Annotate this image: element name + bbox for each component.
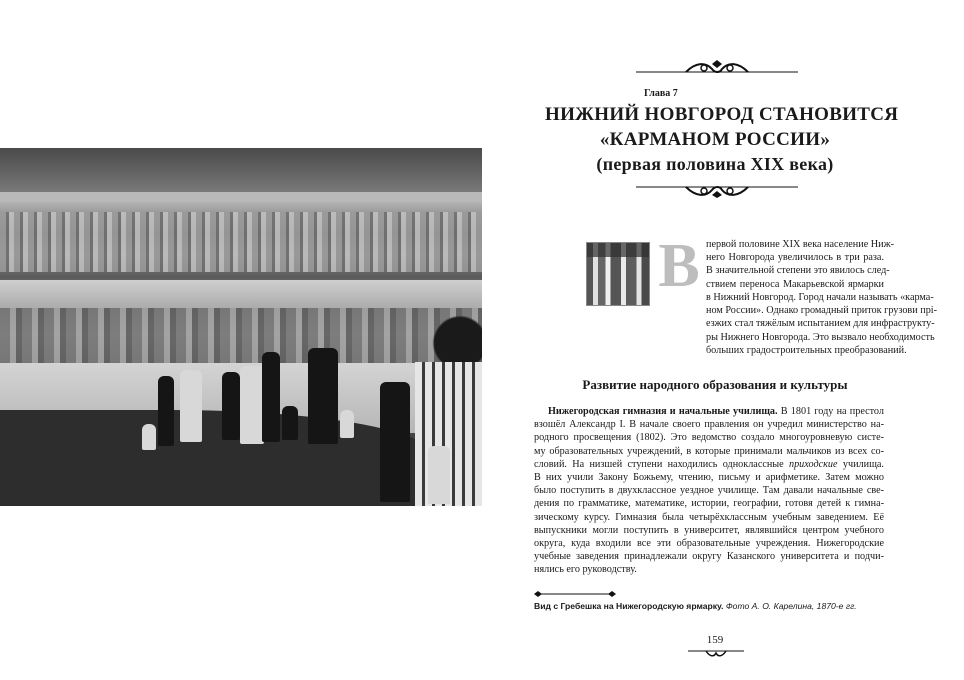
intro-paragraph (706, 238, 895, 291)
italic-term: приходские (788, 458, 838, 470)
chapter-title-line: НИЖНИЙ НОВГОРОД СТАНОВИТСЯ (545, 104, 899, 125)
chapter-subtitle: (первая половина XIX века) (596, 154, 834, 174)
photo-figure (262, 352, 280, 442)
caption-title: Вид с Гребешка на Нижегородскую ярмарку. (534, 601, 724, 611)
photo-figure (282, 406, 298, 440)
chapter-title-line: «КАРМАНОМ РОССИИ» (599, 129, 831, 150)
photo-horizon (0, 192, 482, 202)
text-line (534, 405, 884, 418)
photo-town (0, 308, 482, 368)
photo-figure (222, 372, 240, 440)
top-ornament-icon (636, 60, 798, 76)
text-line (534, 458, 884, 471)
text-line: взошёл Александр I. В начале своего правления он учредил министерство на- (534, 419, 884, 431)
photo-figure (240, 366, 264, 444)
text-line: родного просвещения (1802). Это ведомство создало многоуровневую систе- (534, 432, 884, 444)
text-line: му образовательных учреждений, в которые принимали мальчиков из всех со- (534, 445, 884, 457)
text-line: округа, куда входили все эти образовательные учреждения. Нижегородские (534, 538, 884, 550)
photo-figure (308, 348, 338, 444)
text-line: дения по грамматике, математике, истории, географии, готовя детей к гимна- (534, 498, 884, 510)
text-line: нялись его руководству. (534, 564, 637, 576)
photo-figure (180, 370, 202, 442)
text-line: первой половине XIX века население Ниж- (706, 239, 895, 250)
text-line: ном России». Однако громадный приток грузови прi- (706, 305, 938, 317)
photo-figure (142, 424, 156, 450)
caption-divider-icon (534, 590, 616, 598)
body-paragraph (534, 405, 884, 577)
text-line: В них учили Закону Божьему, чтению, письму и арифметике. Затем можно (534, 472, 884, 484)
photo-river (0, 280, 482, 310)
photo-figure (340, 410, 354, 438)
text-line: него Новгорода увеличилось в три раза. (706, 252, 884, 264)
text-run: училища. (837, 458, 884, 470)
text-line: больших градостроительных преобразований. (706, 344, 907, 356)
lead-heading: Нижегородская гимназия и начальные училища. (548, 406, 778, 417)
caption-credit: Фото А. О. Карелина, 1870-е гг. (725, 601, 857, 611)
photo-figure (380, 382, 410, 502)
photo-figure (428, 446, 450, 504)
text-line: учебные заведения принадлежали округу Казанского университета и подчи- (534, 551, 884, 563)
text-line: в Нижний Новгород. Город начали называть «карма- (706, 292, 934, 303)
chapter-title (545, 102, 899, 177)
footer-ornament-icon (688, 648, 744, 658)
photo-fair-buildings (0, 212, 482, 272)
text-line: В значительной степени это явилось след- (706, 265, 890, 277)
text-run: В 1801 году на престол (777, 406, 884, 417)
photo-caption (534, 601, 894, 611)
photo-figure (158, 376, 174, 446)
chapter-label: Глава 7 (644, 88, 678, 99)
text-line: ствием переноса Макарьевской ярмарки (706, 278, 884, 290)
text-run: словий. На низшей ступени находились одноклассные (534, 458, 789, 470)
text-line: выпускники могли поступить в университет, являвшийся центром учебного (534, 524, 884, 536)
text-line: езжих стал тяжёлым испытанием для инфраструкту- (706, 318, 935, 330)
historical-photo (0, 148, 482, 506)
photo-hill (0, 410, 430, 506)
page-number: 159 (706, 634, 724, 646)
text-line: зическому курсу. Гимназия была четырёхклассным учебным заведением. Её (534, 511, 884, 523)
title-ornament-icon (636, 182, 798, 198)
text-line: ры Нижнего Новгорода. Это вызвало необходимость (706, 331, 935, 343)
photo-sky (0, 148, 482, 196)
dropcap: В (658, 232, 700, 300)
section-heading: Развитие народного образования и культуры (582, 377, 848, 392)
text-line: было поступить в двухклассное уездное училище. Там давали начальные све- (534, 485, 884, 497)
intro-paragraph-continued (586, 291, 938, 357)
